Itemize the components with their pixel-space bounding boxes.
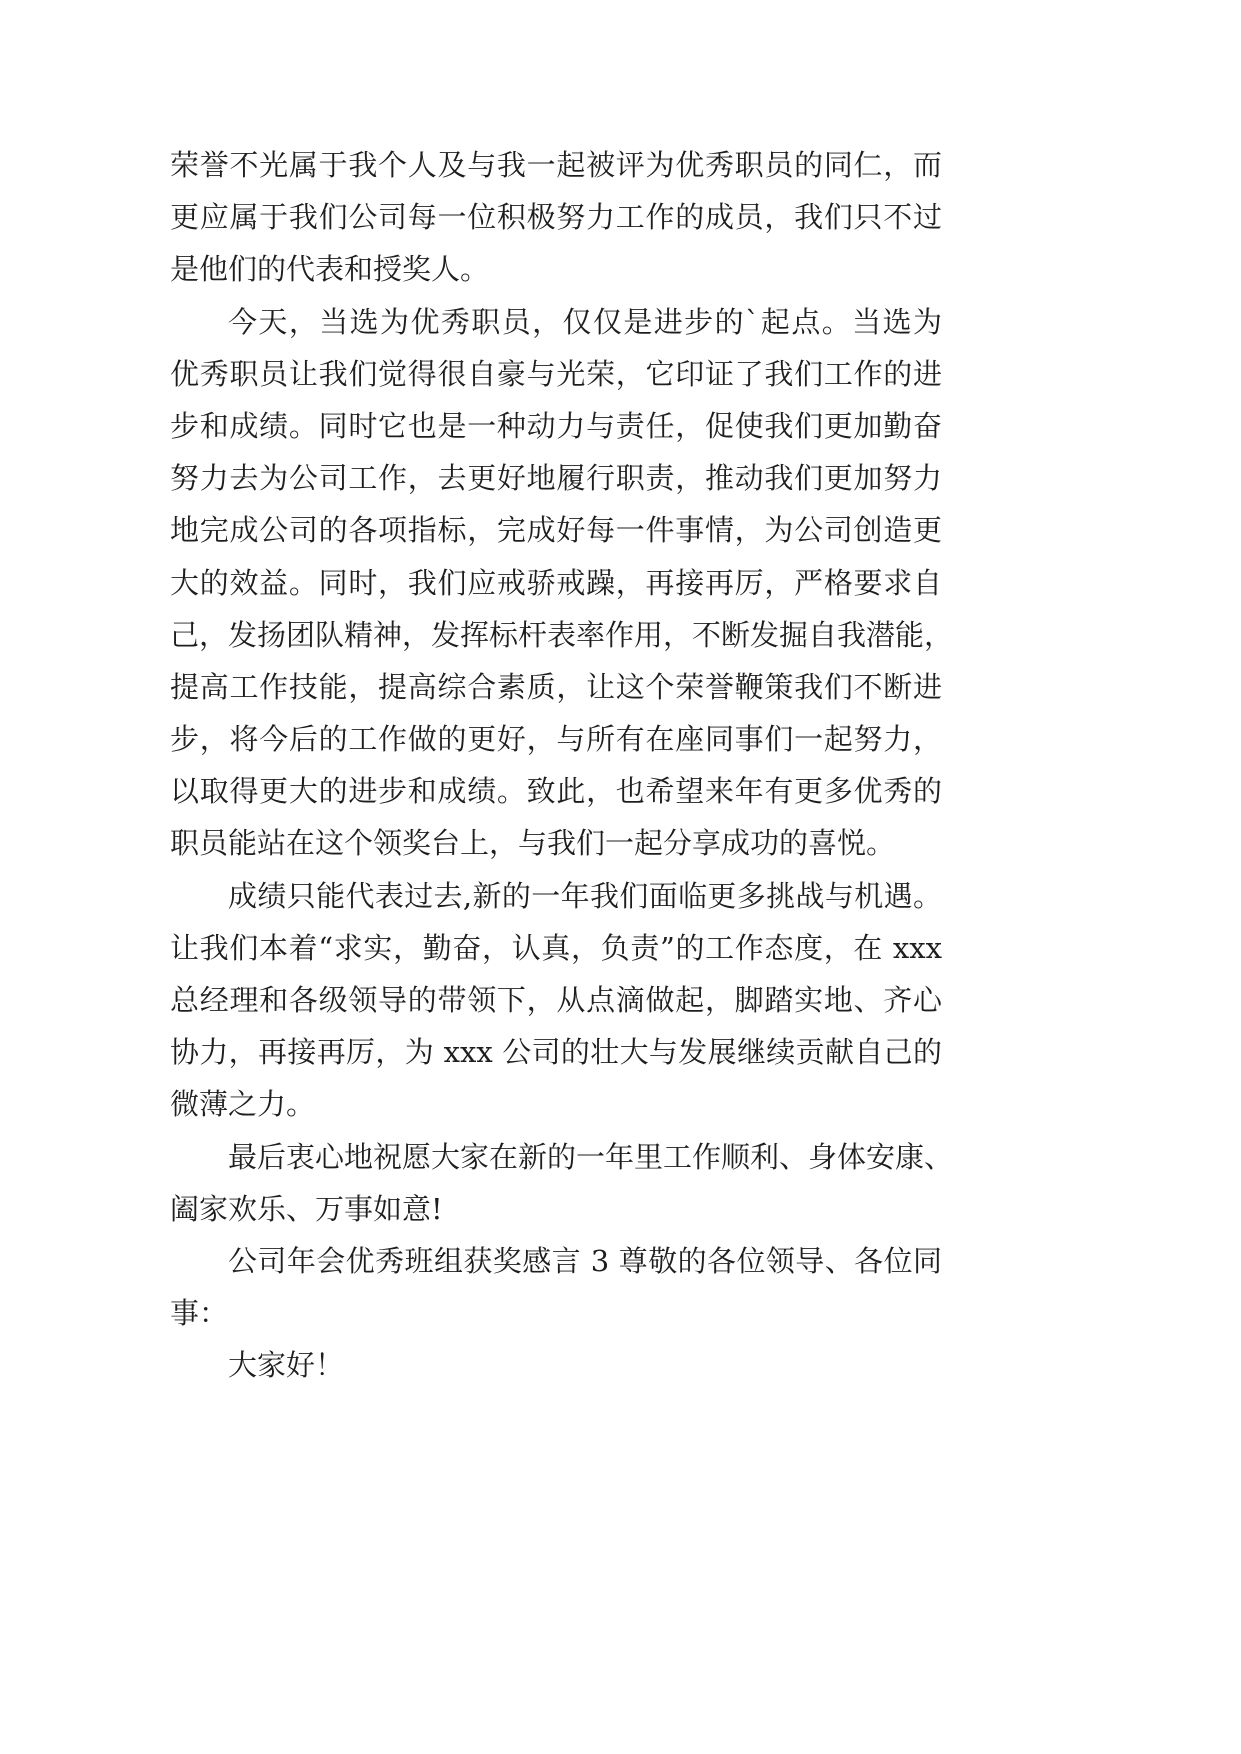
- text-line: 是他们的代表和授奖人。: [170, 252, 490, 287]
- text-line: 以取得更大的进步和成绩。致此，也希望来年有更多优秀的: [170, 774, 942, 809]
- text-line: 总经理和各级领导的带领下，从点滴做起，脚踏实地、齐心: [170, 983, 942, 1017]
- text-line: 阖家欢乐、万事如意!: [170, 1191, 443, 1226]
- text-line: 事：: [170, 1296, 229, 1331]
- text-line: 步和成绩。同时它也是一种动力与责任，促使我们更加勤奋: [170, 408, 942, 443]
- text-line: 让我们本着“求实，勤奋，认真，负责”的工作态度，在 xxx: [170, 930, 942, 965]
- text-line: 职员能站在这个领奖台上，与我们一起分享成功的喜悦。: [170, 826, 896, 861]
- text-line: 地完成公司的各项指标，完成好每一件事情，为公司创造更: [170, 513, 942, 548]
- text-line: 己，发扬团队精神，发挥标杆表率作用，不断发掘自我潜能，: [170, 617, 954, 652]
- document-body: [170, 139, 954, 1392]
- text-line: 大的效益。同时，我们应戒骄戒躁，再接再厉，严格要求自: [170, 565, 942, 600]
- text-line: 提高工作技能，提高综合素质，让这个荣誉鞭策我们不断进: [170, 669, 942, 704]
- text-line: 努力去为公司工作，去更好地履行职责，推动我们更加努力: [170, 461, 942, 496]
- text-line: 更应属于我们公司每一位积极努力工作的成员，我们只不过: [170, 200, 942, 235]
- text-line: 协力，再接再厉，为 xxx 公司的壮大与发展继续贡献自己的: [170, 1035, 942, 1070]
- paragraph: [170, 139, 942, 296]
- paragraph: [170, 1131, 954, 1235]
- paragraph: [170, 1235, 942, 1339]
- text-line: 荣誉不光属于我个人及与我一起被评为优秀职员的同仁，而: [170, 148, 942, 182]
- text-line: 今天，当选为优秀职员，仅仅是进步的`起点。当选为: [228, 304, 942, 339]
- text-line: 公司年会优秀班组获奖感言 3 尊敬的各位领导、各位同: [228, 1243, 942, 1278]
- paragraph: [170, 296, 954, 870]
- text-line: 成绩只能代表过去,新的一年我们面临更多挑战与机遇。: [228, 878, 942, 913]
- text-line: 最后衷心地祝愿大家在新的一年里工作顺利、身体安康、: [228, 1139, 954, 1174]
- paragraph: [170, 1339, 942, 1391]
- paragraph: [170, 870, 942, 1131]
- text-line: 优秀职员让我们觉得很自豪与光荣，它印证了我们工作的进: [170, 356, 942, 391]
- text-line: 步，将今后的工作做的更好，与所有在座同事们一起努力，: [170, 722, 942, 757]
- text-line: 大家好！: [228, 1348, 345, 1383]
- text-line: 微薄之力。: [170, 1087, 316, 1122]
